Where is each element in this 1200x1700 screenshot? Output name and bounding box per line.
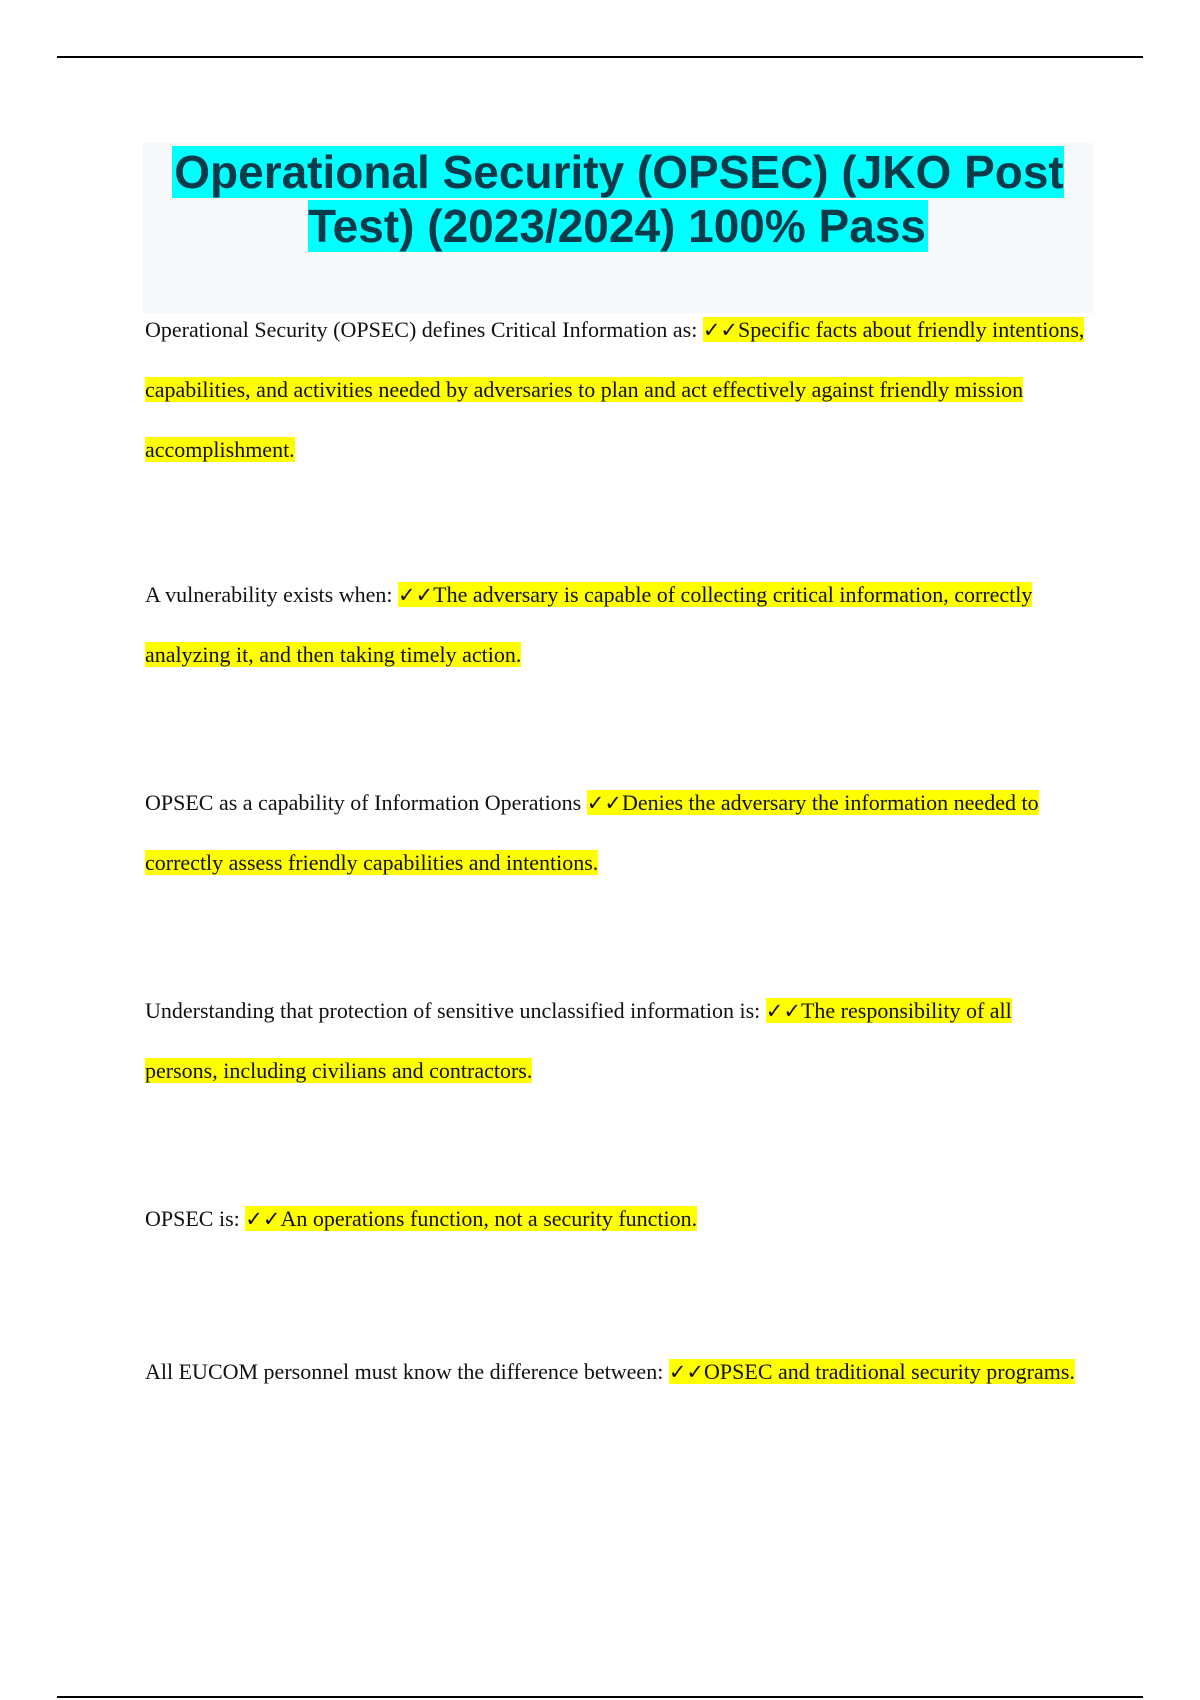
answer-text: ✓✓Denies the adversary the information needed to correctly assess friendly capabilities and intentions. — [145, 790, 1039, 875]
document-title-text: Operational Security (OPSEC) (JKO Post Test) (2023/2024) 100% Pass — [174, 146, 1064, 252]
check-icon: ✓✓ — [668, 1360, 705, 1384]
answer-text: ✓✓Specific facts about friendly intentions, capabilities, and activities needed by adversaries to plan and act effectively against friendly mission accomplishment. — [145, 317, 1085, 462]
question-text: All EUCOM personnel must know the difference between: — [145, 1359, 669, 1384]
question-text: Understanding that protection of sensitive unclassified information is: — [145, 998, 766, 1023]
title-block — [143, 143, 1093, 313]
question-text: Operational Security (OPSEC) defines Critical Information as: — [145, 317, 703, 342]
answer-text: ✓✓OPSEC and traditional security programs. — [668, 1359, 1075, 1384]
check-icon: ✓✓ — [765, 999, 801, 1023]
question-text: OPSEC as a capability of Information Operations — [145, 790, 587, 815]
top-rule — [57, 56, 1143, 58]
qa-item — [145, 981, 1085, 1101]
check-icon: ✓✓ — [397, 583, 434, 607]
question-text: A vulnerability exists when: — [145, 582, 398, 607]
document-title — [143, 143, 1093, 253]
check-icon: ✓✓ — [702, 318, 739, 342]
qa-item — [145, 1189, 1085, 1249]
answer-text: ✓✓The adversary is capable of collecting critical information, correctly analyzing it, and then taking timely action. — [145, 582, 1033, 667]
qa-item — [145, 565, 1085, 685]
check-icon: ✓✓ — [586, 791, 622, 815]
qa-item — [145, 773, 1085, 893]
answer-text: ✓✓The responsibility of all persons, including civilians and contractors. — [145, 998, 1012, 1083]
qa-item — [145, 1342, 1085, 1402]
question-text: OPSEC is: — [145, 1206, 246, 1231]
qa-item — [145, 300, 1085, 480]
bottom-rule — [57, 1696, 1143, 1698]
check-icon: ✓✓ — [245, 1207, 281, 1231]
answer-text: ✓✓An operations function, not a security function. — [245, 1206, 698, 1231]
